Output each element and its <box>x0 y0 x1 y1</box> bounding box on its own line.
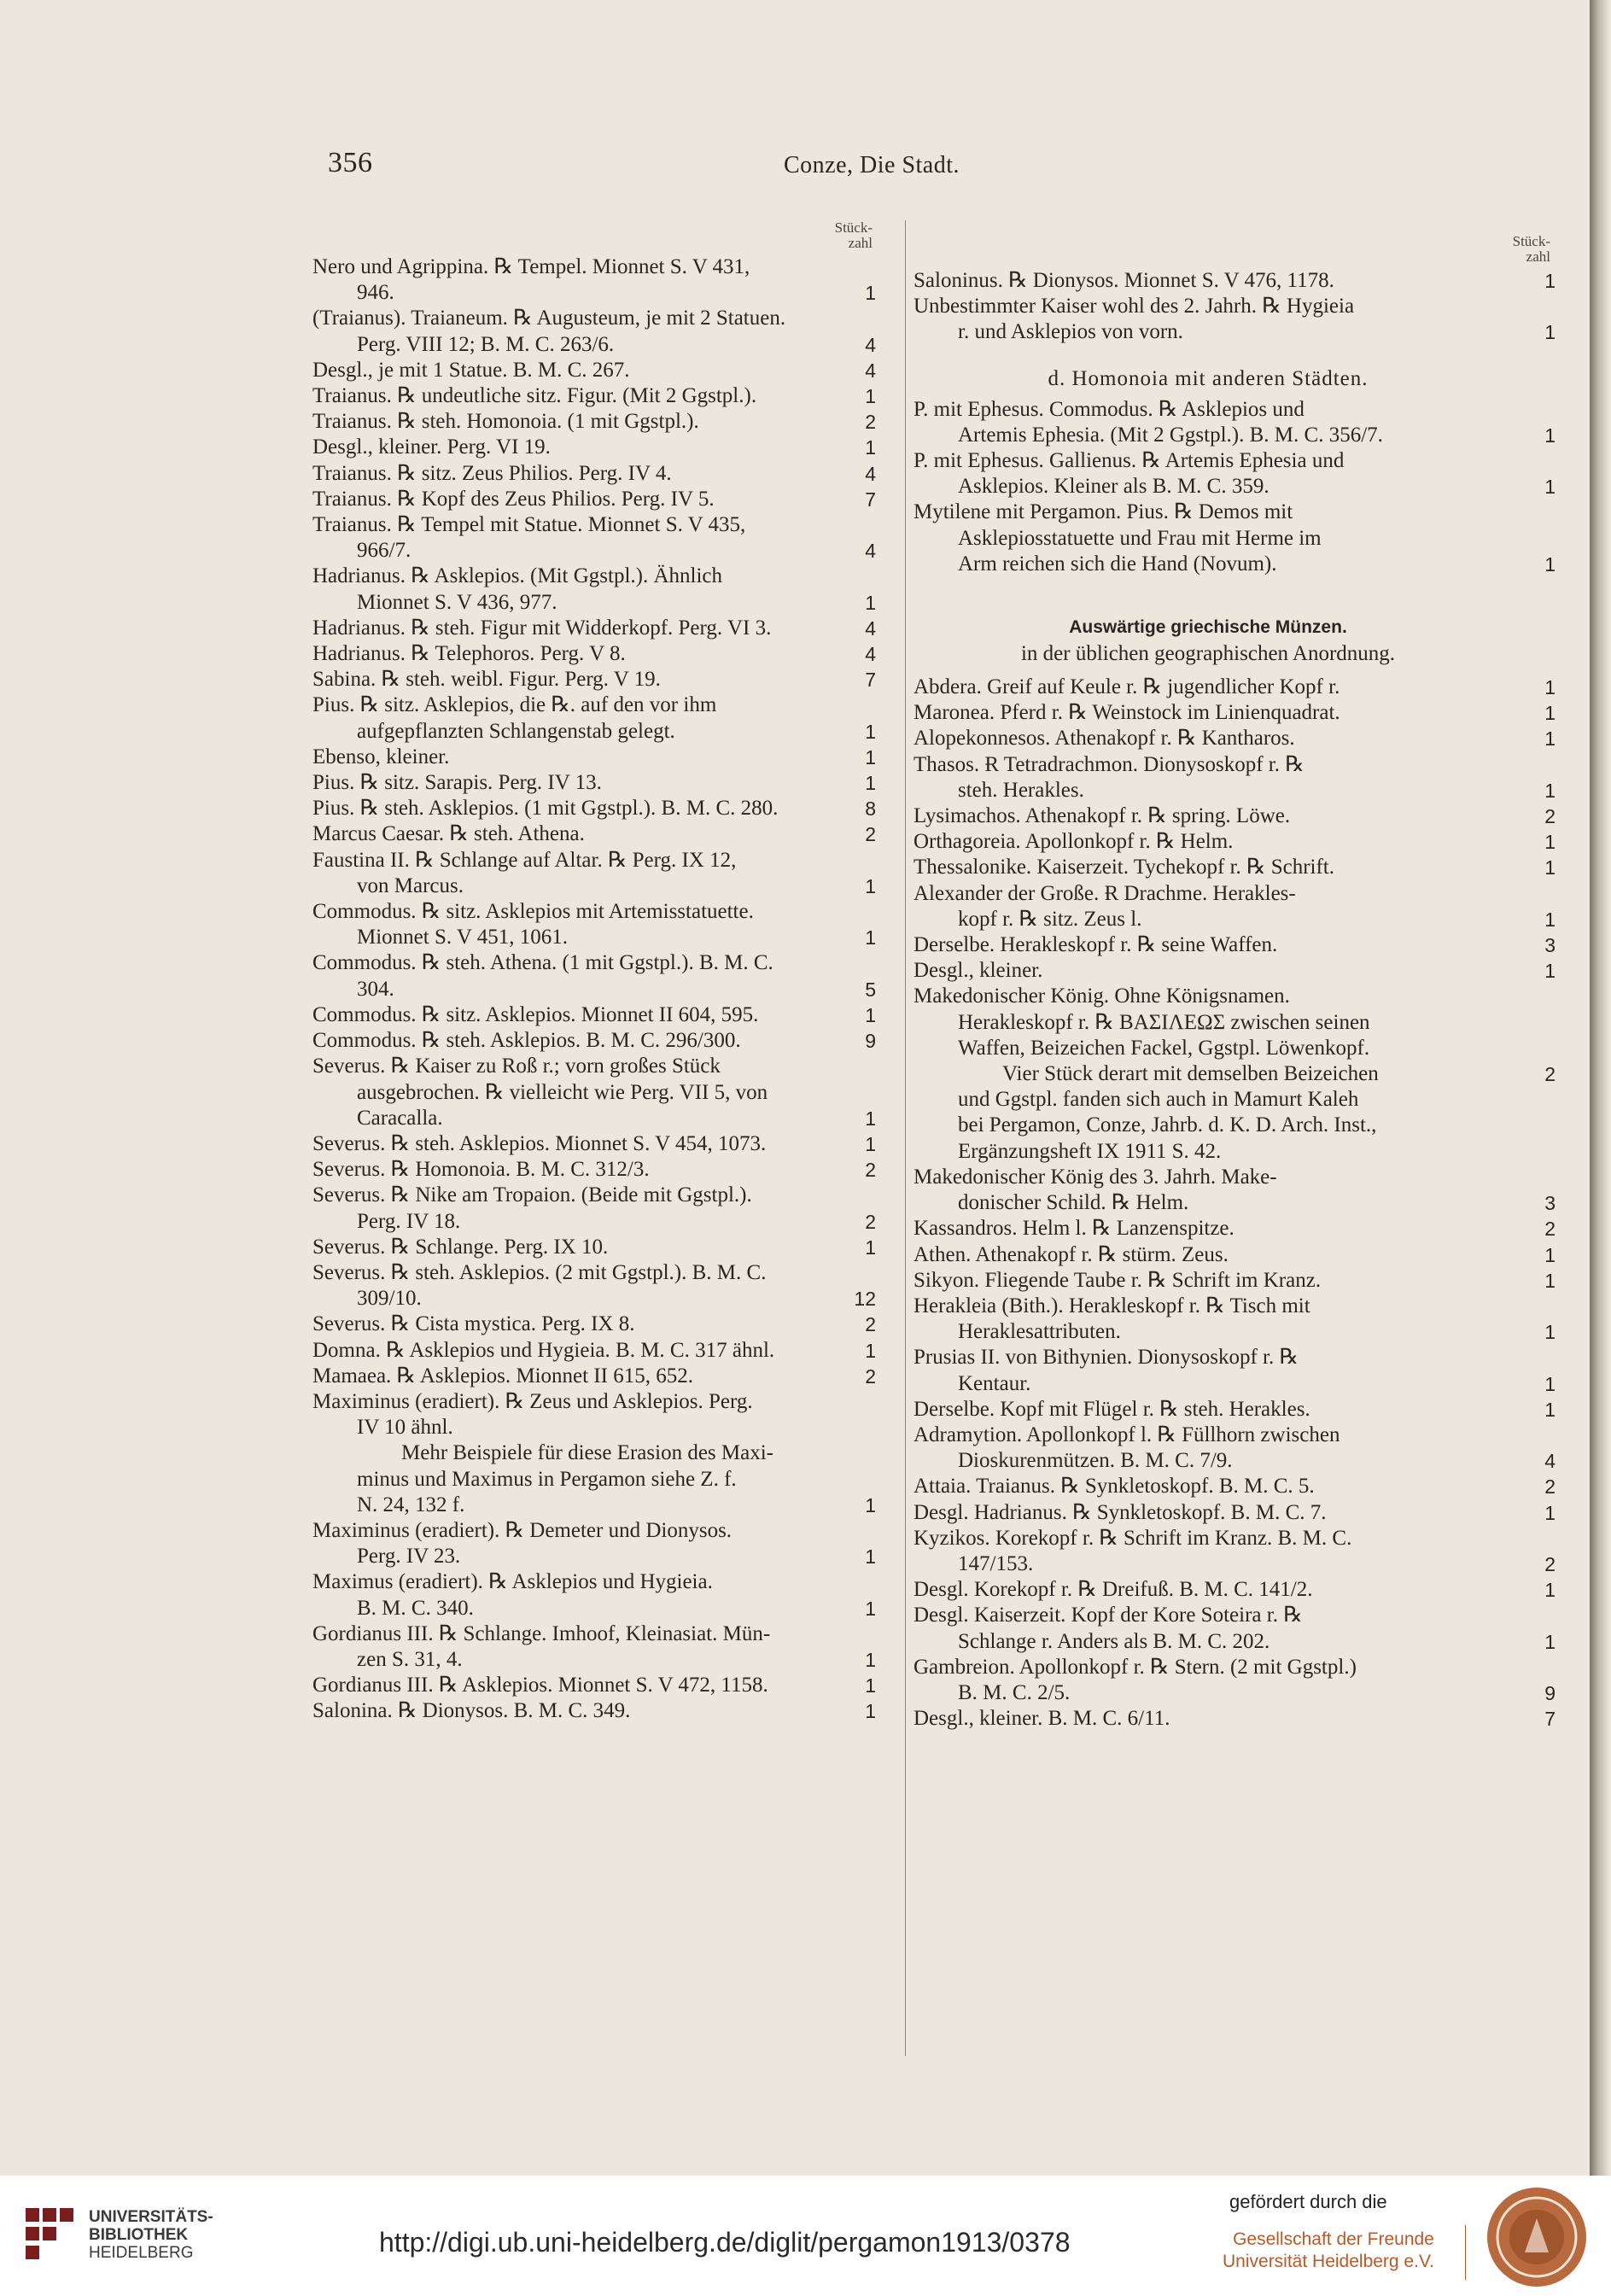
entry-line: Adramytion. Apollonkopf l. ℞ Füllhorn zwischen <box>913 1423 1340 1446</box>
catalog-entry <box>312 1235 876 1260</box>
catalog-entry <box>312 409 876 435</box>
entry-line: Makedonischer König. Ohne Königsnamen. <box>913 984 1290 1008</box>
catalog-entry <box>913 700 1556 726</box>
catalog-entry <box>913 726 1556 751</box>
entry-line: Hadrianus. ℞ steh. Figur mit Widderkopf. Perg. VI 3. <box>312 616 772 640</box>
piece-count: 1 <box>1544 321 1556 344</box>
entry-line: Asklepiosstatuette und Frau mit Herme im <box>958 526 1322 550</box>
catalog-entry <box>913 984 1556 1164</box>
entry-line: Unbestimmter Kaiser wohl des 2. Jahrh. ℞ Hygieia <box>913 295 1355 318</box>
catalog-entry <box>312 383 876 409</box>
piece-count: 1 <box>1544 424 1556 447</box>
entry-line: Traianus. ℞ Tempel mit Statue. Mionnet S. V 435, <box>312 513 746 537</box>
footer-bar <box>0 2176 1611 2296</box>
entry-line: Pius. ℞ sitz. Sarapis. Perg. IV 13. <box>312 771 602 795</box>
university-library-name: UNIVERSITÄTS- BIBLIOTHEK HEIDELBERG <box>89 2208 213 2262</box>
entry-line: Orthagoreia. Apollonkopf r. ℞ Helm. <box>913 830 1234 854</box>
entry-line: Herakleskopf r. ℞ ΒΑΣΙΛΕΩΣ zwischen seinen <box>958 1010 1370 1034</box>
piece-count: 1 <box>1544 908 1556 931</box>
entry-line: Ebenso, kleiner. <box>312 745 450 768</box>
piece-count: 2 <box>1544 805 1556 828</box>
catalog-entry <box>312 1389 876 1518</box>
foreign-entry-list <box>913 675 1556 1732</box>
catalog-entry <box>913 1268 1556 1294</box>
entry-line: donischer Schild. ℞ Helm. <box>958 1191 1189 1215</box>
entry-line: Mionnet S. V 451, 1061. <box>357 926 569 949</box>
catalog-entry <box>913 881 1556 932</box>
catalog-entry <box>913 932 1556 958</box>
piece-count: 4 <box>865 333 876 356</box>
piece-count: 1 <box>1544 960 1556 983</box>
entry-line: Commodus. ℞ steh. Asklepios. B. M. C. 296/300. <box>312 1029 741 1053</box>
catalog-entry <box>312 1698 876 1724</box>
entry-line: Makedonischer König des 3. Jahrh. Make- <box>913 1165 1277 1189</box>
piece-count: 2 <box>865 823 876 846</box>
catalog-entry <box>913 675 1556 700</box>
entry-line: Sabina. ℞ steh. weibl. Figur. Perg. V 19. <box>312 668 661 692</box>
entry-line: Perg. IV 23. <box>357 1545 461 1569</box>
catalog-entry <box>312 1157 876 1183</box>
entry-line: Severus. ℞ Cista mystica. Perg. IX 8. <box>312 1312 635 1336</box>
entry-line: Maximus (eradiert). ℞ Asklepios und Hygieia. <box>312 1570 713 1594</box>
catalog-entry <box>312 358 876 383</box>
entry-line: Arm reichen sich die Hand (Novum). <box>958 552 1277 575</box>
entry-line: Caracalla. <box>357 1106 443 1130</box>
piece-count: 9 <box>1544 1681 1556 1704</box>
piece-count: 1 <box>1544 270 1556 292</box>
entry-line: Alexander der Große. Ɍ Drachme. Herakles- <box>913 881 1296 905</box>
catalog-entry <box>312 1569 876 1621</box>
entry-line: B. M. C. 340. <box>357 1596 474 1620</box>
entry-line: Mamaea. ℞ Asklepios. Mionnet II 615, 652. <box>312 1364 693 1388</box>
catalog-entry <box>312 1518 876 1569</box>
catalog-entry <box>913 829 1556 855</box>
piece-count: 2 <box>865 1210 876 1233</box>
book-edge <box>1590 0 1611 2176</box>
piece-count: 7 <box>865 488 876 511</box>
catalog-entry <box>913 1655 1556 1706</box>
piece-count: 2 <box>1544 1552 1556 1575</box>
entry-line: Desgl., kleiner. B. M. C. 6/11. <box>913 1707 1170 1731</box>
piece-count: 1 <box>865 282 876 305</box>
entry-line: Schlange r. Anders als B. M. C. 202. <box>958 1629 1270 1653</box>
entry-line: Perg. IV 18. <box>357 1209 461 1233</box>
catalog-entry <box>312 1338 876 1364</box>
piece-count: 12 <box>854 1288 876 1311</box>
piece-count: 1 <box>865 1700 876 1723</box>
page-number: 356 <box>328 147 373 178</box>
catalog-entry <box>913 1242 1556 1268</box>
entry-line: Maronea. Pferd r. ℞ Weinstock im Linienquadrat. <box>913 701 1340 725</box>
right-column <box>913 220 1556 1732</box>
piece-count: 1 <box>865 745 876 768</box>
piece-count: 2 <box>865 1313 876 1336</box>
catalog-entry <box>312 641 876 667</box>
entry-line: steh. Herakles. <box>958 778 1084 802</box>
catalog-entry <box>913 1603 1556 1654</box>
entry-line: Dioskurenmützen. B. M. C. 7/9. <box>958 1449 1233 1473</box>
entry-line: Prusias II. von Bithynien. Dionysoskopf r. ℞ <box>913 1346 1299 1370</box>
entry-line: Traianus. ℞ sitz. Zeus Philios. Perg. IV 4. <box>312 461 672 485</box>
catalog-entry <box>312 461 876 487</box>
piece-count: 1 <box>865 1597 876 1620</box>
entry-line: bei Pergamon, Conze, Jahrb. d. K. D. Arch. Inst., <box>958 1113 1377 1137</box>
entry-line: Commodus. ℞ sitz. Asklepios. Mionnet II 604, 595. <box>312 1002 759 1026</box>
sponsor-label: gefördert durch die <box>1229 2191 1387 2212</box>
catalog-entry <box>312 616 876 641</box>
entry-line: Mionnet S. V 436, 977. <box>357 590 557 614</box>
entry-line: Marcus Caesar. ℞ steh. Athena. <box>312 822 585 846</box>
entry-line: und Ggstpl. fanden sich auch in Mamurt Kaleh <box>958 1088 1359 1112</box>
entry-line: Mytilene mit Pergamon. Pius. ℞ Demos mit <box>913 500 1293 524</box>
entry-line: Alopekonnesos. Athenakopf r. ℞ Kantharos. <box>913 727 1295 751</box>
piece-count: 1 <box>865 926 876 949</box>
right-top-entry-list <box>913 268 1556 346</box>
entry-line: B. M. C. 2/5. <box>958 1680 1071 1704</box>
piece-count: 1 <box>865 591 876 614</box>
catalog-entry <box>312 254 876 306</box>
catalog-entry <box>913 855 1556 880</box>
university-library-logo <box>24 2205 75 2264</box>
piece-count: 1 <box>1544 831 1556 854</box>
entry-line: Severus. ℞ steh. Asklepios. (2 mit Ggstpl.). B. M. C. <box>312 1260 767 1284</box>
foreign-coins-heading: Auswärtige griechische Münzen. <box>1069 617 1347 638</box>
entry-line: 946. <box>357 281 394 305</box>
piece-count: 1 <box>865 1545 876 1569</box>
catalog-entry <box>312 1054 876 1131</box>
entry-line: Severus. ℞ Schlange. Perg. IX 10. <box>312 1235 609 1259</box>
entry-line: Thessalonike. Kaiserzeit. Tychekopf r. ℞ Schrift. <box>913 856 1334 879</box>
entry-line: Vier Stück derart mit demselben Beizeichen <box>1002 1062 1379 1086</box>
digital-object-url[interactable]: http://digi.ub.uni-heidelberg.de/diglit/pergamon1913/0378 <box>379 2227 1071 2258</box>
entry-line: Nero und Agrippina. ℞ Tempel. Mionnet S. V 431, <box>312 255 750 278</box>
entry-line: Hadrianus. ℞ Asklepios. (Mit Ggstpl.). Ähnlich <box>312 564 723 588</box>
piece-count: 4 <box>865 540 876 563</box>
catalog-entry <box>913 752 1556 803</box>
catalog-entry <box>913 1474 1556 1499</box>
piece-count: 1 <box>1544 1243 1556 1266</box>
piece-count: 4 <box>1544 1450 1556 1473</box>
column-divider <box>905 220 906 2056</box>
left-column <box>312 220 876 1725</box>
piece-count: 2 <box>865 1364 876 1388</box>
catalog-entry <box>913 1577 1556 1603</box>
entry-line: minus und Maximus in Pergamon siehe Z. f. <box>357 1467 737 1491</box>
catalog-entry <box>312 1028 876 1054</box>
piece-count: 2 <box>1544 1218 1556 1241</box>
entry-line: P. mit Ephesus. Gallienus. ℞ Artemis Ephesia und <box>913 449 1345 473</box>
piece-count: 4 <box>865 643 876 666</box>
entry-line: Pius. ℞ sitz. Asklepios, die ℞. auf den vor ihm <box>312 693 717 717</box>
entry-line: Kassandros. Helm l. ℞ Lanzenspitze. <box>913 1217 1235 1241</box>
entry-line: Mehr Beispiele für diese Erasion des Maxi- <box>401 1441 773 1465</box>
catalog-entry <box>312 1673 876 1698</box>
piece-count: 1 <box>865 1648 876 1671</box>
piece-count: 1 <box>865 874 876 897</box>
piece-count: 7 <box>865 669 876 692</box>
entry-line: Kyzikos. Korekopf r. ℞ Schrift im Kranz. B. M. C. <box>913 1526 1352 1550</box>
entry-line: Heraklesattributen. <box>958 1320 1121 1344</box>
entry-line: ausgebrochen. ℞ vielleicht wie Perg. VII 5, von <box>357 1080 768 1104</box>
catalog-entry <box>312 899 876 950</box>
entry-line: Maximinus (eradiert). ℞ Zeus und Asklepios. Perg. <box>312 1389 753 1413</box>
piece-count: 3 <box>1544 934 1556 957</box>
entry-line: Gordianus III. ℞ Schlange. Imhoof, Kleinasiat. Mün- <box>312 1621 771 1645</box>
entry-line: Desgl. Hadrianus. ℞ Synkletoskopf. B. M. C. 7. <box>913 1500 1327 1524</box>
entry-line: 147/153. <box>958 1551 1034 1575</box>
entry-line: Thasos. Ɍ Tetradrachmon. Dionysoskopf r. ℞ <box>913 752 1305 776</box>
piece-count: 4 <box>865 616 876 640</box>
catalog-entry <box>312 950 876 1002</box>
piece-count: 1 <box>1544 1398 1556 1421</box>
catalog-entry <box>312 306 876 357</box>
piece-count: 1 <box>1544 1321 1556 1344</box>
piece-count: 1 <box>1544 1269 1556 1292</box>
piece-count: 1 <box>865 1674 876 1697</box>
entry-line: Athen. Athenakopf r. ℞ stürm. Zeus. <box>913 1242 1229 1266</box>
entry-line: Desgl., kleiner. Perg. VI 19. <box>312 435 551 459</box>
piece-count: 1 <box>865 772 876 795</box>
catalog-entry <box>913 1706 1556 1732</box>
catalog-entry <box>312 435 876 460</box>
entry-line: Derselbe. Kopf mit Flügel r. ℞ steh. Herakles. <box>913 1397 1310 1421</box>
entry-line: Severus. ℞ Kaiser zu Roß r.; vorn großes Stück <box>312 1055 721 1078</box>
piece-count: 1 <box>865 385 876 408</box>
catalog-entry <box>312 796 876 821</box>
entry-line: N. 24, 132 f. <box>357 1493 465 1516</box>
catalog-entry <box>312 745 876 770</box>
entry-line: Saloninus. ℞ Dionysos. Mionnet S. V 476, 1178. <box>913 269 1334 292</box>
entry-line: Sikyon. Fliegende Taube r. ℞ Schrift im Kranz. <box>913 1268 1322 1292</box>
entry-line: Attaia. Traianus. ℞ Synkletoskopf. B. M. C. 5. <box>913 1475 1315 1499</box>
sponsor-name: Gesellschaft der Freunde Universität Heidelberg e.V. <box>1223 2229 1434 2271</box>
entry-line: Faustina II. ℞ Schlange auf Altar. ℞ Perg. IX 12, <box>312 848 737 872</box>
entry-line: Domna. ℞ Asklepios und Hygieia. B. M. C. 317 ähnl. <box>312 1338 775 1362</box>
piece-count: 1 <box>1544 1579 1556 1602</box>
piece-count: 1 <box>865 1107 876 1130</box>
running-title: Conze, Die Stadt. <box>784 152 960 178</box>
piece-count: 1 <box>1544 1501 1556 1524</box>
entry-line: Abdera. Greif auf Keule r. ℞ jugendlicher Kopf r. <box>913 675 1340 699</box>
piece-count: 1 <box>865 720 876 743</box>
catalog-entry <box>312 1131 876 1157</box>
catalog-entry <box>312 1621 876 1673</box>
catalog-entry <box>913 1345 1556 1396</box>
entry-line: Traianus. ℞ steh. Homonoia. (1 mit Ggstpl.). <box>312 410 699 434</box>
piece-count: 1 <box>865 1132 876 1155</box>
piece-count: 1 <box>1544 552 1556 575</box>
piece-count: 2 <box>865 411 876 434</box>
foreign-coins-subheading: in der üblichen geographischen Anordnung. <box>1020 642 1396 666</box>
university-seal-icon <box>1484 2184 1590 2290</box>
piece-count: 1 <box>865 1003 876 1026</box>
catalog-entry <box>913 1526 1556 1577</box>
catalog-entry <box>312 1260 876 1312</box>
entry-line: Traianus. ℞ undeutliche sitz. Figur. (Mit 2 Ggstpl.). <box>312 384 757 408</box>
catalog-entry <box>312 564 876 615</box>
entry-line: 304. <box>357 977 394 1001</box>
catalog-entry <box>913 803 1556 829</box>
entry-line: Desgl. Korekopf r. ℞ Dreifuß. B. M. C. 141/2. <box>913 1578 1313 1602</box>
entry-line: Artemis Ephesia. (Mit 2 Ggstpl.). B. M. C. 356/7. <box>958 423 1383 447</box>
entry-line: Herakleia (Bith.). Herakleskopf r. ℞ Tisch mit <box>913 1294 1310 1317</box>
entry-line: IV 10 ähnl. <box>357 1416 453 1440</box>
piece-count: 1 <box>1544 702 1556 725</box>
piece-count: 1 <box>1544 727 1556 751</box>
entry-line: Maximinus (eradiert). ℞ Demeter und Dionysos. <box>312 1518 733 1542</box>
piece-count: 8 <box>865 797 876 821</box>
catalog-entry <box>312 848 876 899</box>
catalog-entry <box>312 487 876 512</box>
piece-count: 2 <box>1544 1475 1556 1499</box>
entry-line: aufgepflanzten Schlangenstab gelegt. <box>357 719 675 743</box>
piece-count: 3 <box>1544 1192 1556 1215</box>
piece-count: 9 <box>865 1030 876 1053</box>
entry-line: Desgl., je mit 1 Statue. B. M. C. 267. <box>312 358 630 382</box>
catalog-entry <box>913 958 1556 984</box>
count-column-header: Stück- zahl <box>834 219 873 251</box>
entry-line: Pius. ℞ steh. Asklepios. (1 mit Ggstpl.). B. M. C. 280. <box>312 797 779 821</box>
catalog-entry <box>312 512 876 564</box>
entry-line: Severus. ℞ Homonoia. B. M. C. 312/3. <box>312 1158 650 1182</box>
catalog-entry <box>312 1364 876 1389</box>
entry-line: Lysimachos. Athenakopf r. ℞ spring. Löwe. <box>913 804 1291 828</box>
section-d-title: d. Homonoia mit anderen Städten. <box>1048 366 1369 390</box>
piece-count: 1 <box>1544 676 1556 699</box>
entry-line: Ergänzungsheft IX 1911 S. 42. <box>958 1139 1222 1163</box>
piece-count: 4 <box>865 462 876 485</box>
piece-count: 1 <box>865 1339 876 1362</box>
catalog-entry <box>913 1165 1556 1216</box>
entry-line: Gordianus III. ℞ Asklepios. Mionnet S. V 472, 1158. <box>312 1674 768 1697</box>
entry-line: (Traianus). Traianeum. ℞ Augusteum, je mit 2 Statuen. <box>312 307 786 330</box>
entry-line: Commodus. ℞ steh. Athena. (1 mit Ggstpl.). B. M. C. <box>312 951 773 975</box>
entry-line: Gambreion. Apollonkopf r. ℞ Stern. (2 mit Ggstpl.) <box>913 1655 1357 1679</box>
count-column-header: Stück- zahl <box>1512 233 1550 265</box>
entry-line: 309/10. <box>357 1287 422 1311</box>
catalog-entry <box>312 821 876 847</box>
entry-line: Kentaur. <box>958 1371 1031 1395</box>
catalog-entry <box>913 500 1556 577</box>
piece-count: 1 <box>865 1236 876 1259</box>
catalog-entry <box>312 1312 876 1337</box>
catalog-entry <box>312 692 876 744</box>
entry-line: Hadrianus. ℞ Telephoros. Perg. V 8. <box>312 642 626 666</box>
piece-count: 2 <box>865 1159 876 1182</box>
entry-line: Commodus. ℞ sitz. Asklepios mit Artemisstatuette. <box>312 900 754 924</box>
entry-line: r. und Asklepios von vorn. <box>958 320 1183 344</box>
piece-count: 1 <box>865 1493 876 1516</box>
piece-count: 1 <box>1544 779 1556 802</box>
entry-line: Derselbe. Herakleskopf r. ℞ seine Waffen. <box>913 933 1278 957</box>
entry-line: Traianus. ℞ Kopf des Zeus Philios. Perg. IV 5. <box>312 487 715 511</box>
entry-line: Asklepios. Kleiner als B. M. C. 359. <box>958 475 1270 499</box>
sponsor-divider <box>1465 2225 1466 2280</box>
entry-line: Desgl., kleiner. <box>913 959 1043 983</box>
piece-count: 1 <box>1544 1630 1556 1653</box>
entry-line: kopf r. ℞ sitz. Zeus l. <box>958 907 1142 931</box>
catalog-entry <box>913 397 1556 448</box>
catalog-entry <box>913 268 1556 294</box>
catalog-entry <box>913 1294 1556 1345</box>
catalog-entry <box>913 1423 1556 1474</box>
piece-count: 5 <box>865 978 876 1001</box>
catalog-entry <box>312 770 876 796</box>
entry-line: P. mit Ephesus. Commodus. ℞ Asklepios und <box>913 397 1305 421</box>
entry-line: Severus. ℞ steh. Asklepios. Mionnet S. V 454, 1073. <box>312 1131 767 1155</box>
entry-line: Waffen, Beizeichen Fackel, Ggstpl. Löwenkopf. <box>958 1036 1370 1060</box>
catalog-entry <box>913 294 1556 345</box>
catalog-entry <box>913 1397 1556 1423</box>
entry-line: 966/7. <box>357 539 412 563</box>
catalog-entry <box>913 1500 1556 1526</box>
catalog-entry <box>312 667 876 692</box>
section-d-entry-list <box>913 397 1556 577</box>
catalog-entry <box>312 1183 876 1234</box>
entry-line: Perg. VIII 12; B. M. C. 263/6. <box>357 332 615 356</box>
piece-count: 1 <box>1544 1372 1556 1395</box>
entry-line: Desgl. Kaiserzeit. Kopf der Kore Soteira r. ℞ <box>913 1604 1303 1627</box>
left-entry-list <box>312 254 876 1725</box>
piece-count: 7 <box>1544 1708 1556 1731</box>
piece-count: 2 <box>1544 1063 1556 1086</box>
catalog-entry <box>312 1002 876 1028</box>
entry-line: Severus. ℞ Nike am Tropaion. (Beide mit Ggstpl.). <box>312 1183 752 1207</box>
catalog-entry <box>913 448 1556 500</box>
catalog-entry <box>913 1216 1556 1241</box>
entry-line: zen S. 31, 4. <box>357 1647 463 1671</box>
entry-line: Salonina. ℞ Dionysos. B. M. C. 349. <box>312 1699 631 1723</box>
piece-count: 1 <box>1544 856 1556 879</box>
entry-line: von Marcus. <box>357 873 464 897</box>
piece-count: 4 <box>865 359 876 382</box>
piece-count: 1 <box>865 436 876 459</box>
piece-count: 1 <box>1544 476 1556 499</box>
